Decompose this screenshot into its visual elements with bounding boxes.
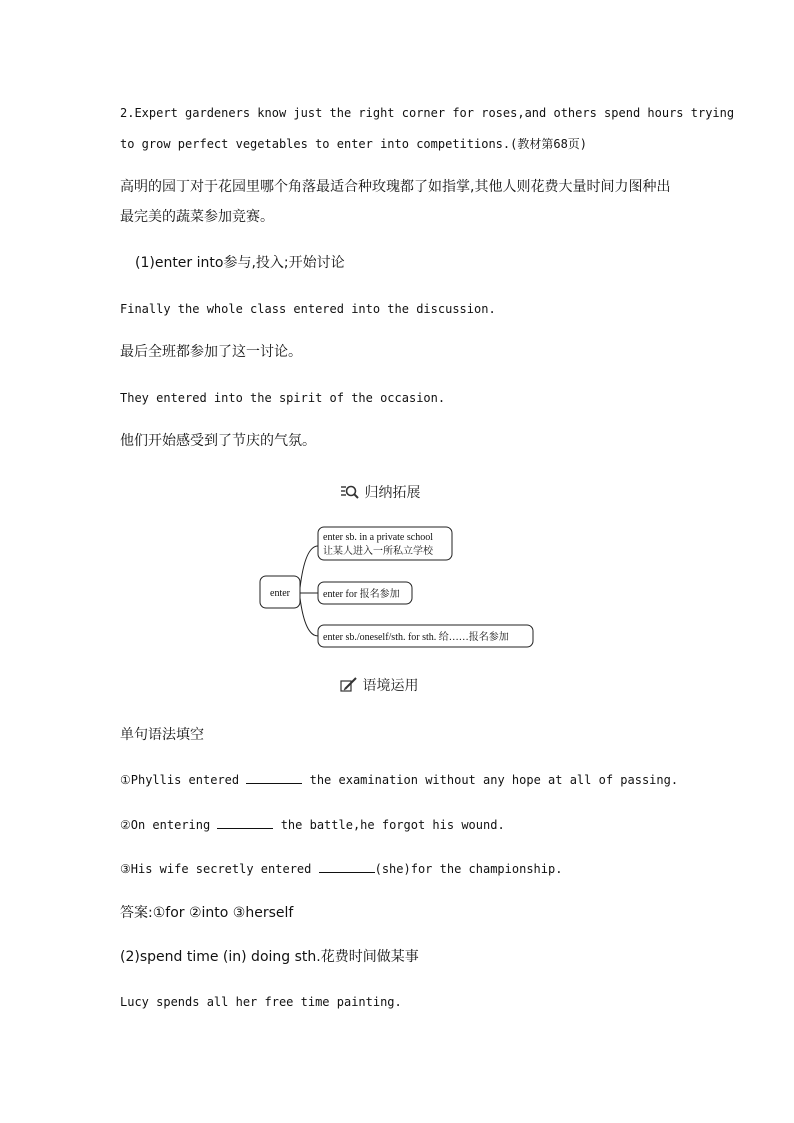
question-1-after: the examination without any hope at all of passing.: [309, 773, 679, 787]
question-1-blank[interactable]: [246, 772, 302, 784]
sentence-line-1: 2.Expert gardeners know just the right corner for roses,and others spend hours trying: [120, 106, 735, 120]
example-2-english: They entered into the spirit of the occasion.: [120, 391, 446, 405]
connector-branch-1: [300, 546, 318, 588]
question-3: [120, 861, 562, 876]
magnifier-list-icon: [340, 484, 360, 500]
pencil-icon: [340, 677, 358, 693]
summary-heading: [340, 482, 420, 502]
connector-branch-3: [300, 598, 318, 636]
summary-heading-text: 归纳拓展: [364, 485, 421, 501]
question-2-after: the battle,he forgot his wound.: [280, 818, 505, 832]
translation-line-1: 高明的园丁对于花园里哪个角落最适合种玫瑰都了如指掌,其他人则花费大量时间力图种出: [120, 179, 671, 195]
point-2-example: Lucy spends all her free time painting.: [120, 995, 402, 1009]
exercise-title: 单句语法填空: [120, 727, 204, 743]
branch-2-label: enter for 报名参加: [323, 589, 400, 600]
branch-1-line-2: 让某人进入一所私立学校: [323, 546, 433, 557]
question-3-after: (she)for the championship.: [374, 862, 563, 876]
enter-mind-map: [255, 520, 540, 655]
point-1-title: (1)enter into参与,投入;开始讨论: [135, 255, 345, 271]
center-node-label: enter: [270, 588, 290, 599]
question-3-before: ③His wife secretly entered: [120, 862, 312, 876]
question-3-blank[interactable]: [319, 861, 375, 873]
question-2-blank[interactable]: [217, 817, 273, 829]
question-2: [120, 817, 505, 832]
point-2-title: (2)spend time (in) doing sth.花费时间做某事: [120, 949, 419, 965]
question-2-before: ②On entering: [120, 818, 211, 832]
question-1-before: ①Phyllis entered: [120, 773, 240, 787]
sentence-line-2: to grow perfect vegetables to enter into competitions.(教材第68页): [120, 137, 588, 151]
example-1-english: Finally the whole class entered into the discussion.: [120, 302, 496, 316]
example-2-chinese: 他们开始感受到了节庆的气氛。: [120, 433, 316, 449]
usage-heading: [340, 675, 418, 695]
answer-key: 答案:①for ②into ③herself: [120, 905, 294, 921]
usage-heading-text: 语境运用: [362, 678, 419, 694]
branch-1-line-1: enter sb. in a private school: [323, 532, 433, 543]
question-1: [120, 772, 678, 787]
translation-line-2: 最完美的蔬菜参加竞赛。: [120, 209, 274, 225]
branch-3-label: enter sb./oneself/sth. for sth. 给……报名参加: [323, 632, 509, 643]
example-1-chinese: 最后全班都参加了这一讨论。: [120, 344, 302, 360]
